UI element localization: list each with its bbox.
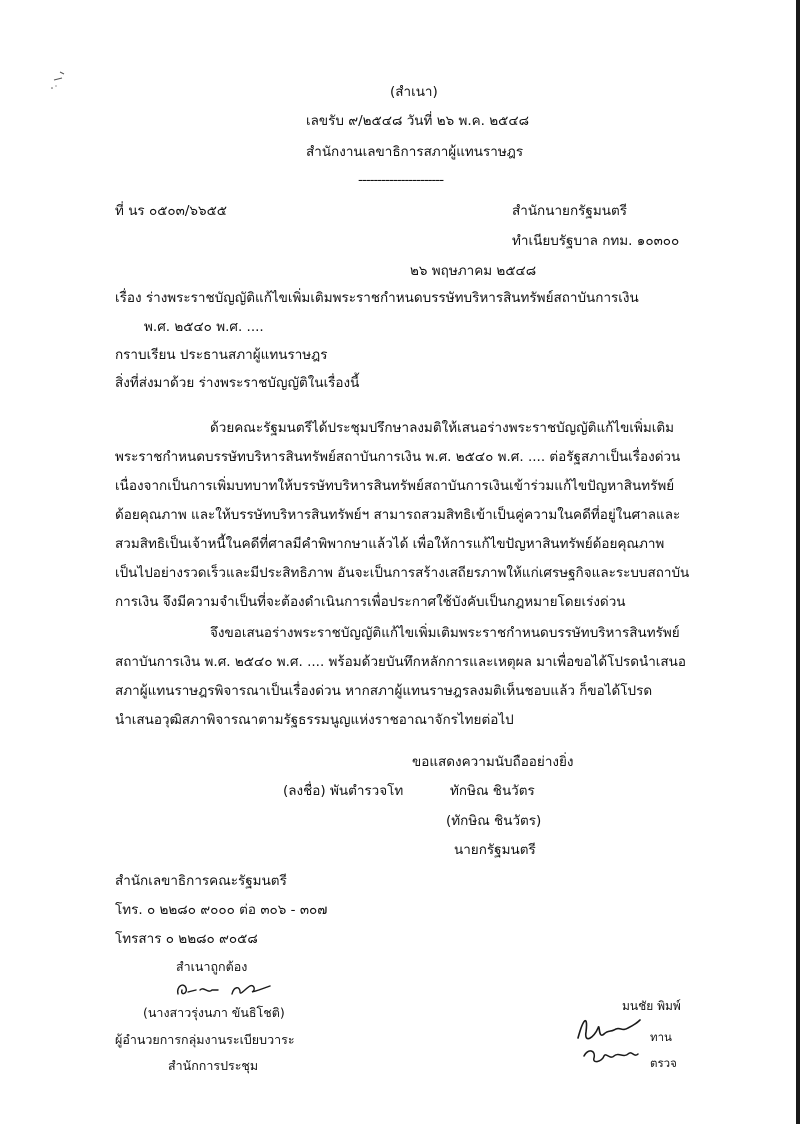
sender-office: สำนักนายกรัฐมนตรี (512, 203, 627, 219)
document-number: ที่ นร ๐๕๐๓/๖๖๕๕ (115, 203, 228, 219)
certifier-office: สำนักการประชุม (168, 1058, 259, 1073)
fax-number: โทรสาร ๐ ๒๒๘๐ ๙๐๕๘ (115, 931, 258, 947)
typist-handwriting (574, 1008, 644, 1068)
scan-speck (46, 68, 72, 94)
subject-line-1: เรื่อง ร่างพระราชบัญญัติแก้ไขเพิ่มเติมพระราชกำหนดบรรษัทบริหารสินทรัพย์สถาบันการเงิน (115, 290, 639, 306)
body-paragraph-2-line: สภาผู้แทนราษฎรพิจารณาเป็นเรื่องด่วน หากสภาผู้แทนราษฎรลงมติเห็นชอบแล้ว ก็ขอได้โปรด (115, 683, 653, 699)
typist-check: ตรวจ (650, 1056, 677, 1070)
signer-name-parens: (ทักษิณ ชินวัตร) (446, 813, 542, 829)
signer-name: ทักษิณ ชินวัตร (450, 783, 535, 799)
body-paragraph-1-line: พระราชกำหนดบรรษัทบริหารสินทรัพย์สถาบันการเงิน พ.ศ. ๒๕๔๐ พ.ศ. .... ต่อรัฐสภาเป็นเรื่องด่วน (115, 449, 681, 465)
body-paragraph-1-line: การเงิน จึงมีความจำเป็นที่จะต้องดำเนินการเพื่อประกาศใช้บังคับเป็นกฎหมายโดยเร่งด่วน (115, 594, 626, 610)
secretariat-office: สำนักเลขาธิการคณะรัฐมนตรี (115, 873, 287, 889)
receipt-number: เลขรับ ๙/๒๕๔๘ วันที่ ๒๖ พ.ค. ๒๕๔๘ (306, 113, 530, 129)
receiving-office: สำนักงานเลขาธิการสภาผู้แทนราษฎร (306, 144, 524, 160)
certified-copy-label: สำเนาถูกต้อง (176, 959, 248, 974)
phone-number: โทร. ๐ ๒๒๘๐ ๙๐๐๐ ต่อ ๓๐๖ - ๓๐๗ (115, 902, 328, 918)
signed-prefix: (ลงชื่อ) พันตำรวจโท (283, 783, 404, 799)
header-separator: ---------------------- (358, 172, 444, 188)
body-paragraph-1-line: เป็นไปอย่างรวดเร็วและมีประสิทธิภาพ อันจะเป็นการสร้างเสถียรภาพให้แก่เศรษฐกิจและระบบสถาบัน (115, 565, 690, 581)
certifier-title: ผู้อำนวยการกลุ่มงานระเบียบวาระ (115, 1032, 295, 1047)
body-paragraph-1-line: ด้อยคุณภาพ และให้บรรษัทบริหารสินทรัพย์ฯ สามารถสวมสิทธิเข้าเป็นคู่ความในคดีที่อยู่ในศาลและ (115, 507, 681, 523)
body-paragraph-2-line: จึงขอเสนอร่างพระราชบัญญัติแก้ไขเพิ่มเติมพระราชกำหนดบรรษัทบริหารสินทรัพย์ (210, 625, 680, 641)
body-paragraph-1-line: เนื่องจากเป็นการเพิ่มบทบาทให้บรรษัทบริหารสินทรัพย์สถาบันการเงินเข้าร่วมแก้ไขปัญหาสินทรัพย์ (115, 478, 675, 494)
body-paragraph-2-line: นำเสนอวุฒิสภาพิจารณาตามรัฐธรรมนูญแห่งราชอาณาจักรไทยต่อไป (115, 712, 514, 728)
body-paragraph-1-line: ด้วยคณะรัฐมนตรีได้ประชุมปรึกษาลงมติให้เสนอร่างพระราชบัญญัติแก้ไขเพิ่มเติม (210, 420, 675, 436)
certifier-signature (170, 976, 280, 1002)
enclosure: สิ่งที่ส่งมาด้วย ร่างพระราชบัญญัติในเรื่องนี้ (115, 375, 360, 391)
scan-border (796, 0, 800, 1124)
salutation: กราบเรียน ประธานสภาผู้แทนราษฎร (115, 347, 328, 363)
body-paragraph-1-line: สวมสิทธิเป็นเจ้าหนี้ในคดีที่ศาลมีคำพิพากษาแล้วได้ เพื่อให้การแก้ไขปัญหาสินทรัพย์ด้อยคุณภาพ (115, 536, 665, 552)
sender-address: ทำเนียบรัฐบาล กทม. ๑๐๓๐๐ (512, 233, 680, 249)
signer-title: นายกรัฐมนตรี (454, 842, 536, 858)
subject-line-2: พ.ศ. ๒๕๔๐ พ.ศ. .... (144, 319, 264, 335)
certifier-name: (นางสาวรุ่งนภา ขันธิโชติ) (143, 1005, 285, 1020)
body-paragraph-2-line: สถาบันการเงิน พ.ศ. ๒๕๔๐ พ.ศ. .... พร้อมด้วยบันทึกหลักการและเหตุผล มาเพื่อขอได้โปรดนำเสนอ (115, 654, 686, 670)
copy-mark: (สำเนา) (390, 84, 438, 100)
typist-label: มนชัย พิมพ์ (622, 999, 681, 1013)
document-date: ๒๖ พฤษภาคม ๒๕๔๘ (410, 263, 537, 279)
closing-regards: ขอแสดงความนับถืออย่างยิ่ง (412, 754, 574, 770)
typist-tan: ทาน (650, 1030, 672, 1044)
